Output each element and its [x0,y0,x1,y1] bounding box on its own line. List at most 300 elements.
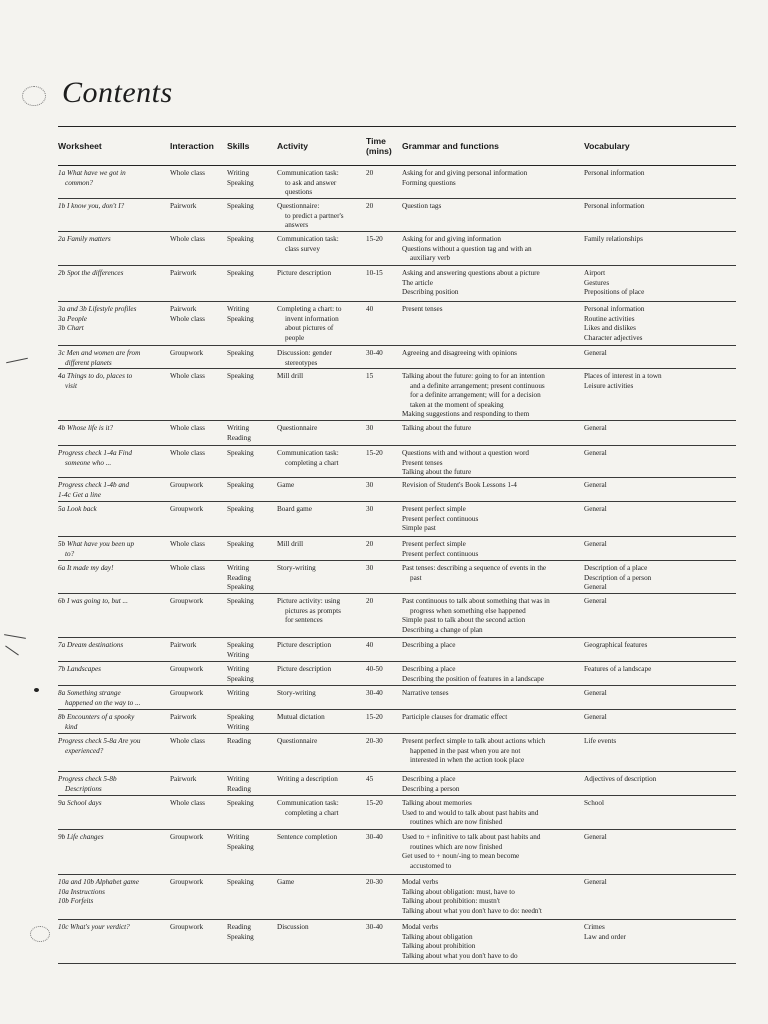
vocabulary-line: Personal information [584,305,645,313]
cell-worksheet [58,799,170,829]
skills-line: Speaking [227,842,254,851]
cell-worksheet [58,775,170,795]
activity-line: invent information [285,314,339,323]
header-worksheet: Worksheet [58,141,102,151]
cell-grammar [402,878,584,919]
cell-skills [227,799,277,829]
activity-line: Writing a description [277,775,338,783]
skills-line: Writing [227,775,250,783]
skills-line: Speaking [227,799,254,807]
worksheet-line: 1b I know you, don't I? [58,202,125,210]
grammar-line: Modal verbs [402,878,439,886]
cell-skills [227,641,277,661]
activity-line: about pictures of [285,324,334,333]
cell-skills [227,372,277,420]
interaction-line: Pairwork [170,775,197,783]
activity-line: Communication task: [277,169,339,177]
cell-vocabulary [584,597,736,637]
table-row [58,446,736,478]
cell-vocabulary [584,775,736,795]
cell-time [366,665,402,685]
vocabulary-line: Law and order [584,932,626,941]
vocabulary-line: General [584,689,607,697]
grammar-line: Describing a place [402,641,456,649]
activity-line: questions [285,188,313,197]
table-row [58,537,736,561]
vocabulary-line: Geographical features [584,641,648,649]
grammar-line: Question tags [402,202,442,210]
cell-vocabulary [584,202,736,231]
activity-line: to predict a partner's [285,211,344,220]
grammar-line: Past tenses: describing a sequence of events in the [402,564,547,572]
cell-vocabulary [584,923,736,963]
grammar-line: Asking for and giving information [402,235,502,243]
cell-interaction [170,713,227,733]
skills-line: Speaking [227,674,254,683]
cell-skills [227,833,277,874]
skills-line: Writing [227,833,250,841]
time-line: 40 [366,305,374,313]
interaction-line: Whole class [170,314,205,323]
worksheet-line: 3c Men and women are from [58,349,141,357]
cell-vocabulary [584,540,736,560]
cell-activity [277,775,366,795]
cell-time [366,737,402,771]
activity-line: Mutual dictation [277,713,325,721]
cell-vocabulary [584,505,736,536]
table-row [58,302,736,346]
activity-line: for sentences [285,616,323,625]
activity-line: Picture activity: using [277,597,341,605]
time-line: 30-40 [366,833,383,841]
skills-line: Speaking [227,583,254,592]
cell-grammar [402,923,584,963]
vocabulary-line: General [584,505,607,513]
interaction-line: Groupwork [170,597,204,605]
cell-activity [277,713,366,733]
header-grammar: Grammar and functions [402,141,499,151]
table-row [58,199,736,232]
worksheet-line: Progress check 5-8a Are you [58,737,141,745]
grammar-line: Describing a person [402,784,460,793]
interaction-line: Whole class [170,540,205,548]
cell-activity [277,540,366,560]
cell-activity [277,689,366,709]
grammar-line: Talking about what you don't have to do: needn't [402,906,542,915]
grammar-line: happened in the past when you are not [410,746,521,755]
cell-grammar [402,540,584,560]
cell-skills [227,305,277,345]
cell-activity [277,923,366,963]
interaction-line: Groupwork [170,481,204,489]
cell-interaction [170,597,227,637]
cell-time [366,372,402,420]
grammar-line: and a definite arrangement; present continuous [410,381,545,390]
interaction-line: Whole class [170,235,205,243]
skills-line: Writing [227,169,250,177]
table-header [58,127,736,166]
grammar-line: Talking about prohibition [402,942,476,951]
vocabulary-line: Adjectives of description [584,775,657,783]
grammar-line: routines which are now finished [410,842,503,851]
worksheet-line: 1a What have we got in [58,169,126,177]
activity-line: Sentence completion [277,833,338,841]
grammar-line: progress when something else happened [410,606,526,615]
time-line: 30 [366,505,374,513]
grammar-line: Talking about memories [402,799,472,807]
cell-activity [277,349,366,368]
activity-line: Communication task: [277,449,339,457]
time-line: 20-30 [366,737,383,745]
worksheet-line: 6b I was going to, but ... [58,597,128,605]
skills-line: Speaking [227,349,254,357]
cell-activity [277,505,366,536]
cell-grammar [402,202,584,231]
grammar-line: Present perfect continuous [402,549,479,558]
header-time: Time (mins) [366,136,392,156]
worksheet-line: different planets [65,358,112,367]
activity-line: stereotypes [285,358,318,367]
table-row [58,920,736,964]
cell-worksheet [58,564,170,593]
interaction-line: Whole class [170,424,205,432]
vocabulary-line: Routine activities [584,314,635,323]
worksheet-line: 7b Landscapes [58,665,101,673]
interaction-line: Groupwork [170,923,204,931]
cell-grammar [402,737,584,771]
vocabulary-line: General [584,583,607,592]
interaction-line: Pairwork [170,713,197,721]
skills-line: Speaking [227,713,254,721]
cell-vocabulary [584,169,736,198]
worksheet-line: 2a Family matters [58,235,111,243]
grammar-line: Talking about the future: going to for an intention [402,372,545,380]
grammar-line: accustomed to [410,861,452,870]
cell-activity [277,641,366,661]
cell-worksheet [58,737,170,771]
time-line: 30 [366,424,374,432]
time-line: 30 [366,481,374,489]
interaction-line: Groupwork [170,349,204,357]
grammar-line: Questions without a question tag and with an [402,244,532,253]
activity-line: Game [277,481,295,489]
vocabulary-line: General [584,481,607,489]
cell-time [366,564,402,593]
cell-worksheet [58,349,170,368]
cell-vocabulary [584,349,736,368]
cell-activity [277,481,366,501]
activity-line: Discussion [277,923,309,931]
cell-skills [227,449,277,477]
table-row [58,734,736,772]
activity-line: Story-writing [277,689,316,697]
cell-grammar [402,169,584,198]
vocabulary-line: Family relationships [584,235,643,243]
cell-interaction [170,305,227,345]
cell-worksheet [58,713,170,733]
vocabulary-line: Prepositions of place [584,288,645,297]
grammar-line: Making suggestions and responding to them [402,410,530,419]
grammar-line: for a definite arrangement; will for a decision [410,391,541,400]
time-line: 45 [366,775,374,783]
interaction-line: Groupwork [170,878,204,886]
vocabulary-line: Crimes [584,923,605,931]
cell-interaction [170,449,227,477]
activity-line: to ask and answer [285,178,337,187]
worksheet-line: 10b Forfeits [58,897,94,906]
grammar-line: Describing a place [402,665,456,673]
grammar-line: Simple past [402,524,436,533]
cell-vocabulary [584,481,736,501]
cell-time [366,235,402,265]
cell-activity [277,372,366,420]
grammar-line: Describing a change of plan [402,625,483,634]
cell-interaction [170,689,227,709]
skills-line: Speaking [227,505,254,513]
skills-line: Speaking [227,372,254,380]
worksheet-line: Progress check 5-8b [58,775,117,783]
grammar-line: Get used to + noun/-ing to mean become [402,852,520,861]
cell-time [366,540,402,560]
worksheet-line: 3b Chart [58,324,84,333]
vocabulary-line: General [584,424,607,432]
grammar-line: taken at the moment of speaking [410,400,504,409]
cell-time [366,505,402,536]
worksheet-line: 10a and 10b Alphabet game [58,878,139,886]
cell-time [366,689,402,709]
table-row [58,478,736,502]
activity-line: answers [285,221,309,230]
cell-time [366,169,402,198]
cell-vocabulary [584,449,736,477]
skills-line: Writing [227,424,250,432]
header-activity: Activity [277,141,309,151]
activity-line: Communication task: [277,235,339,243]
table-row [58,369,736,421]
table-row [58,594,736,638]
cell-skills [227,235,277,265]
cell-time [366,799,402,829]
activity-line: Story-writing [277,564,316,572]
interaction-line: Groupwork [170,505,204,513]
cell-activity [277,169,366,198]
grammar-line: Present perfect simple [402,540,466,548]
skills-line: Speaking [227,540,254,548]
cell-worksheet [58,878,170,919]
cell-skills [227,775,277,795]
worksheet-line: 8a Something strange [58,689,121,697]
cell-worksheet [58,641,170,661]
cell-skills [227,923,277,963]
activity-line: Communication task: [277,799,339,807]
vocabulary-line: Places of interest in a town [584,372,662,380]
worksheet-line: 10a Instructions [58,887,105,896]
cell-grammar [402,713,584,733]
vocabulary-line: Character adjectives [584,333,643,342]
cell-grammar [402,641,584,661]
skills-line: Speaking [227,202,254,210]
cell-worksheet [58,235,170,265]
cell-worksheet [58,665,170,685]
table-row [58,686,736,710]
vocabulary-line: Leisure activities [584,381,634,390]
skills-line: Reading [227,433,251,442]
cell-activity [277,665,366,685]
cell-worksheet [58,424,170,445]
cell-time [366,481,402,501]
cell-vocabulary [584,305,736,345]
cell-grammar [402,235,584,265]
header-interaction: Interaction [170,141,214,151]
ornament-icon [30,926,50,942]
table-row [58,266,736,302]
activity-line: Mill drill [277,540,304,548]
worksheet-line: experienced? [65,746,104,755]
worksheet-line: 5b What have you been up [58,540,135,548]
cell-interaction [170,737,227,771]
cell-grammar [402,799,584,829]
grammar-line: Revision of Student's Book Lessons 1-4 [402,481,517,489]
table-body [58,166,736,964]
cell-time [366,349,402,368]
cell-time [366,449,402,477]
grammar-line: Talking about the future [402,468,472,477]
cell-worksheet [58,689,170,709]
worksheet-line: 4b Whose life is it? [58,424,114,432]
activity-line: Picture description [277,269,332,277]
vocabulary-line: Features of a landscape [584,665,652,673]
vocabulary-line: General [584,540,607,548]
cell-time [366,202,402,231]
grammar-line: Present perfect continuous [402,514,479,523]
ornament-icon [22,86,46,106]
table-row [58,166,736,199]
table-row [58,662,736,686]
vocabulary-line: General [584,349,607,357]
grammar-line: Describing a place [402,775,456,783]
cell-time [366,775,402,795]
cell-skills [227,597,277,637]
grammar-line: Forming questions [402,178,456,187]
table-row [58,561,736,594]
worksheet-line: someone who ... [65,458,112,467]
activity-line: Game [277,878,295,886]
interaction-line: Whole class [170,169,205,177]
worksheet-line: kind [65,722,78,731]
time-line: 20 [366,540,374,548]
cell-time [366,424,402,445]
vocabulary-line: Life events [584,737,617,745]
cell-worksheet [58,169,170,198]
activity-line: people [285,333,305,342]
cell-worksheet [58,923,170,963]
vocabulary-line: General [584,597,607,605]
cell-interaction [170,349,227,368]
cell-grammar [402,597,584,637]
grammar-line: Talking about what you don't have to do [402,951,518,960]
cell-time [366,878,402,919]
margin-mark [4,634,26,639]
worksheet-line: 7a Dream destinations [58,641,124,649]
cell-vocabulary [584,833,736,874]
cell-activity [277,305,366,345]
grammar-line: Participle clauses for dramatic effect [402,713,508,721]
cell-time [366,713,402,733]
interaction-line: Whole class [170,564,205,572]
worksheet-line: to? [65,549,75,558]
cell-activity [277,202,366,231]
cell-interaction [170,481,227,501]
vocabulary-line: General [584,713,607,721]
grammar-line: Talking about obligation: must, have to [402,887,515,896]
cell-activity [277,449,366,477]
worksheet-line: 3a and 3b Lifestyle profiles [58,305,137,313]
cell-vocabulary [584,269,736,301]
grammar-line: Talking about prohibition: mustn't [402,897,501,906]
cell-skills [227,424,277,445]
skills-line: Reading [227,737,251,745]
cell-interaction [170,424,227,445]
interaction-line: Whole class [170,449,205,457]
cell-grammar [402,481,584,501]
skills-line: Reading [227,923,251,931]
cell-worksheet [58,833,170,874]
contents-table [58,126,736,964]
cell-worksheet [58,597,170,637]
cell-vocabulary [584,372,736,420]
cell-skills [227,202,277,231]
activity-line: Questionnaire [277,424,318,432]
grammar-line: auxiliary verb [410,254,451,263]
vocabulary-line: Description of a person [584,573,652,582]
activity-line: completing a chart [285,458,339,467]
margin-mark [6,358,28,364]
cell-worksheet [58,269,170,301]
interaction-line: Whole class [170,372,205,380]
grammar-line: Used to and would to talk about past habits and [402,808,539,817]
cell-grammar [402,505,584,536]
grammar-line: past [410,573,422,582]
table-row [58,421,736,446]
cell-grammar [402,424,584,445]
worksheet-line: 9a School days [58,799,102,807]
cell-vocabulary [584,799,736,829]
time-line: 20 [366,169,374,177]
cell-time [366,641,402,661]
cell-time [366,597,402,637]
cell-activity [277,737,366,771]
worksheet-line: common? [65,178,93,187]
cell-interaction [170,923,227,963]
cell-grammar [402,349,584,368]
interaction-line: Pairwork [170,269,197,277]
vocabulary-line: Likes and dislikes [584,324,636,333]
cell-skills [227,540,277,560]
vocabulary-line: General [584,878,607,886]
grammar-line: Describing position [402,288,459,297]
cell-worksheet [58,372,170,420]
vocabulary-line: Airport [584,269,606,277]
skills-line: Speaking [227,235,254,243]
cell-grammar [402,372,584,420]
cell-time [366,269,402,301]
cell-worksheet [58,202,170,231]
time-line: 15-20 [366,449,383,457]
cell-skills [227,737,277,771]
time-line: 20 [366,597,374,605]
grammar-line: Present perfect simple [402,505,466,513]
cell-vocabulary [584,737,736,771]
